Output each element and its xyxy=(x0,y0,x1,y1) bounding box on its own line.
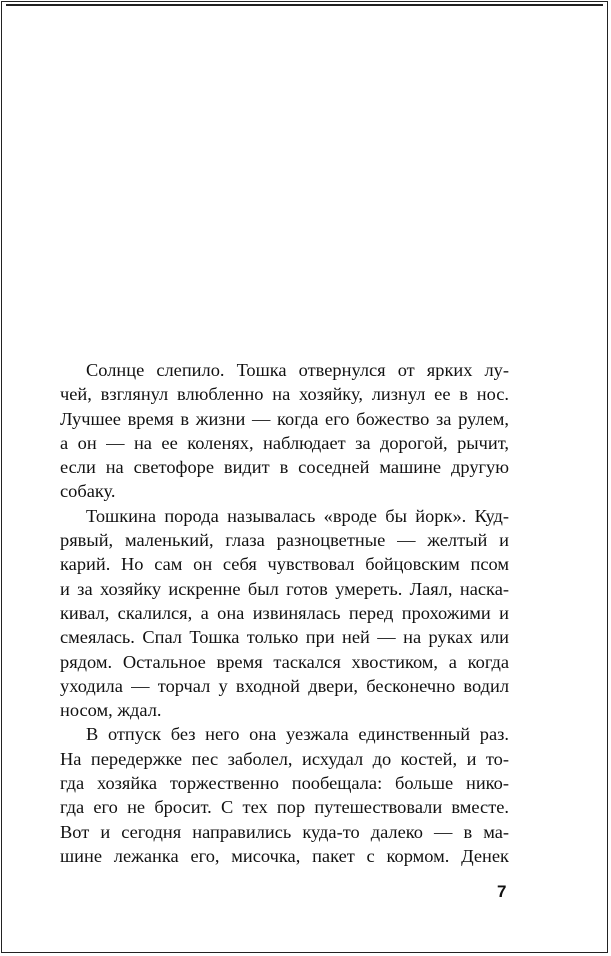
text-line: Тошкина порода называлась «вроде бы йорк». Куд- xyxy=(86,505,509,526)
text-line: рядом. Остальное время таскался хвостиком, а когда xyxy=(60,651,509,672)
text-line: носом, ждал. xyxy=(60,700,162,721)
text-line: уходила — торчал у входной двери, бесконечно водил xyxy=(60,675,509,696)
text-line: а он — на ее коленях, наблюдает за дорогой, рычит, xyxy=(60,432,509,453)
top-border-line xyxy=(6,4,603,6)
body-text xyxy=(60,358,509,868)
text-line: если на светофоре видит в соседней машине другую xyxy=(60,457,509,478)
text-line: шине лежанка его, мисочка, пакет с кормом. Денек xyxy=(60,845,509,866)
text-line: гда хозяйка торжественно пообещала: больше нико- xyxy=(60,773,509,794)
text-line: кивал, скалился, а она извинялась перед прохожими и xyxy=(60,602,509,623)
text-line: Лучшее время в жизни — когда его божество за рулем, xyxy=(60,408,509,429)
page-number: 7 xyxy=(497,882,507,901)
text-line: На передержке пес заболел, исхудал до костей, и то- xyxy=(60,748,509,769)
text-line: рявый, маленький, глаза разноцветные — желтый и xyxy=(60,530,509,551)
text-line: карий. Но сам он себя чувствовал бойцовским псом xyxy=(60,554,509,575)
text-line: чей, взглянул влюбленно на хозяйку, лизнул ее в нос. xyxy=(60,384,509,405)
text-line: собаку. xyxy=(60,481,116,502)
text-line: гда его не бросит. С тех пор путешествовали вместе. xyxy=(60,797,509,818)
text-line: Вот и сегодня направились куда-то далеко — в ма- xyxy=(60,821,509,842)
text-line: смеялась. Спал Тошка только при ней — на руках или xyxy=(60,627,509,648)
text-line: и за хозяйку искренне был готов умереть. Лаял, наска- xyxy=(60,578,509,599)
text-line: Солнце слепило. Тошка отвернулся от ярких лу- xyxy=(86,360,509,380)
text-line: В отпуск без него она уезжала единственный раз. xyxy=(86,724,509,745)
